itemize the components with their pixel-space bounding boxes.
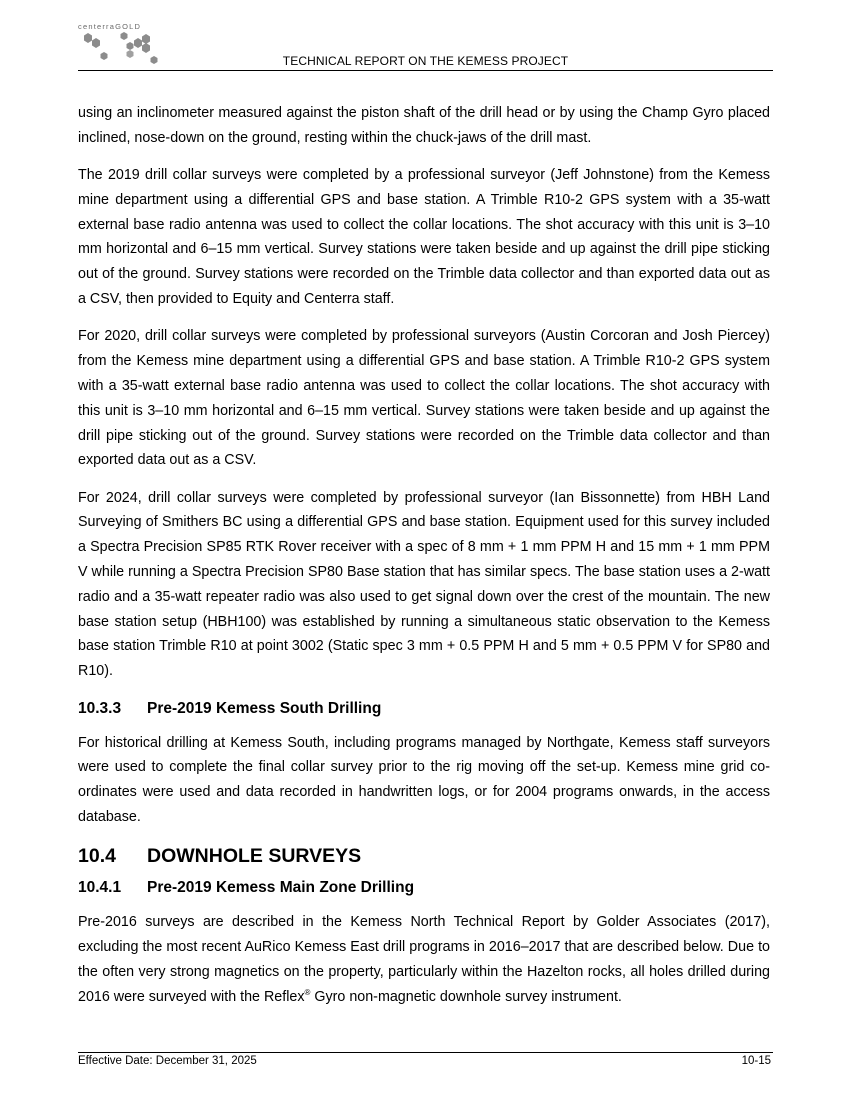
effective-date: Effective Date: December 31, 2025 bbox=[78, 1055, 257, 1067]
section-number: 10.3.3 bbox=[78, 699, 122, 717]
paragraph-2024-surveys: For 2024, drill collar surveys were completed by professional surveyor (Ian Bissonnette) from HBH Land Surveying of Smithers BC using a differential GPS and base station. Equipment used for this survey included a Spectra Precision SP85 RTK Rover receiver with a spec of 8 mm + 1 mm PPM H and 15 mm + 1 mm PPM V while running a Spectra Precision SP80 Base station that has similar specs. The base station uses a 2-watt radio and a 35-watt repeater radio was also used to get signal down over the crest of the mountain. The new base station setup (HBH100) was established by running a simultaneous static observation to the Kemess base station Trimble R10 at point 3002 (Static spec 3 mm + 0.5 PPM H and 5 mm + 0.5 PPM V for SP80 and R10). bbox=[78, 489, 770, 680]
section-heading-10-3-3 bbox=[78, 697, 770, 721]
section-title: Pre-2019 Kemess Main Zone Drilling bbox=[147, 879, 415, 897]
section-number: 10.4.1 bbox=[78, 879, 122, 897]
section-heading-10-4 bbox=[78, 842, 770, 870]
header-title: TECHNICAL REPORT ON THE KEMESS PROJECT bbox=[282, 54, 569, 68]
page-content bbox=[78, 101, 770, 1022]
registered-mark: ® bbox=[304, 987, 311, 997]
paragraph-text-end: Gyro non-magnetic downhole survey instrument. bbox=[310, 988, 622, 1005]
footer-divider bbox=[78, 1052, 773, 1053]
paragraph-2020-surveys: For 2020, drill collar surveys were completed by professional surveyors (Austin Corcoran and Josh Piercey) from the Kemess mine department using a differential GPS and base station. A Trimble R10-2 GPS system with a 35-watt external base radio antenna was used to collect the collar locations. The shot accuracy with this unit is 3–10 mm horizontal and 6–15 mm vertical. Survey stations were taken beside and up against the drill pipe sticking out of the ground. Survey stations were recorded on the Trimble data collector and than exported data out as a CSV. bbox=[78, 328, 770, 469]
section-title: Pre-2019 Kemess South Drilling bbox=[147, 699, 382, 717]
paragraph-inclinometer: using an inclinometer measured against the piston shaft of the drill head or by using the Champ Gyro placed inclined, nose-down on the ground, resting within the chuck-jaws of the drill mast. bbox=[78, 105, 770, 146]
section-title: DOWNHOLE SURVEYS bbox=[147, 845, 362, 868]
section-heading-10-4-1 bbox=[78, 876, 770, 900]
page-number: 10-15 bbox=[741, 1055, 771, 1067]
header-divider bbox=[78, 70, 773, 71]
section-number: 10.4 bbox=[78, 845, 116, 868]
paragraph-kemess-south: For historical drilling at Kemess South, including programs managed by Northgate, Kemess staff surveyors were used to complete the final collar survey prior to the rig moving off the set-up. Kemess mine grid co-ordinates were used and data recorded in handwritten logs, or for 2004 programs onwards, in the access database. bbox=[78, 734, 770, 825]
paragraph-pre-2016-surveys bbox=[78, 910, 770, 1009]
paragraph-2019-surveys: The 2019 drill collar surveys were completed by a professional surveyor (Jeff Johnstone) from the Kemess mine department using a differential GPS and base station. A Trimble R10-2 GPS system with a 35-watt external base radio antenna was used to collect the collar locations. The shot accuracy with this unit is 3–10 mm horizontal and 6–15 mm vertical. Survey stations were taken beside and up against the drill pipe sticking out of the ground. Survey stations were recorded on the Trimble data collector and than exported data out as a CSV, then provided to Equity and Centerra staff. bbox=[78, 167, 770, 308]
logo-text: centerraGOLD bbox=[78, 22, 142, 31]
paragraph-text-start: Pre-2016 surveys are described in the Kemess North Technical Report by Golder Associates (2017), excluding the most recent AuRico Kemess East drill programs in 2016–2017 that are described below. Due to the often very strong magnetics on the property, particularly within the Hazelton rocks, all holes drilled during 2016 were surveyed with the Reflex bbox=[78, 914, 770, 1005]
